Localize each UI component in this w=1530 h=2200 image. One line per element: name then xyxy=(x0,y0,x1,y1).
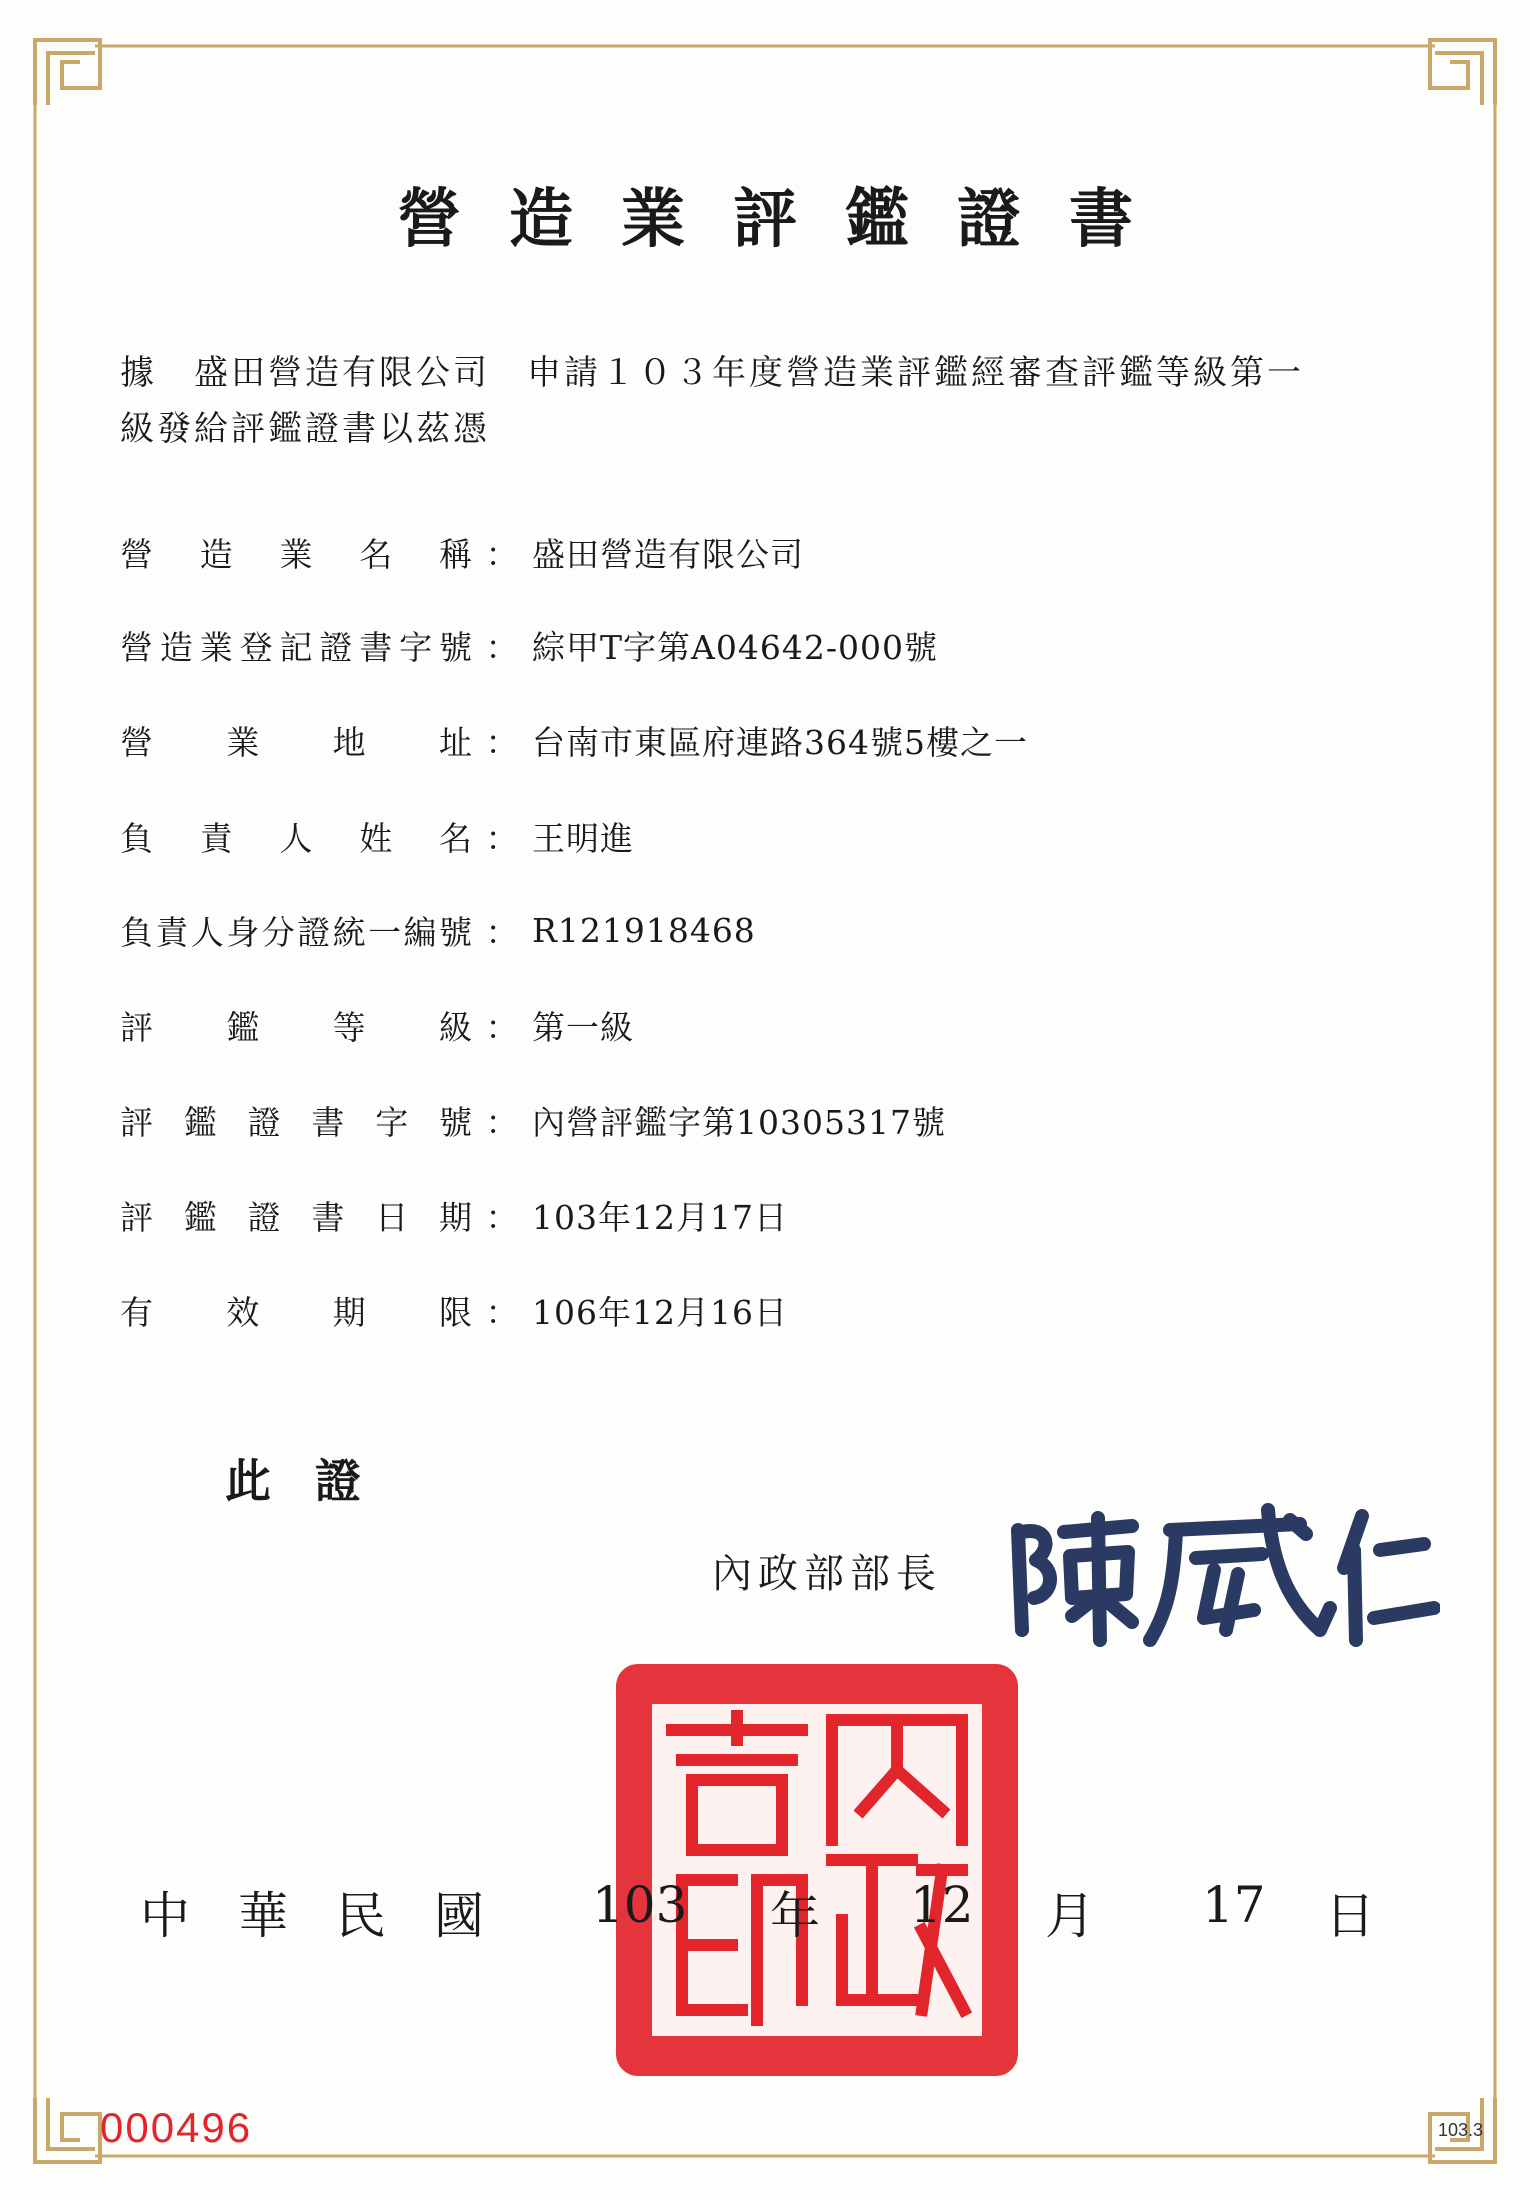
field-colon: ： xyxy=(485,1197,519,1237)
field-colon: ： xyxy=(485,534,519,574)
intro-line-1: 據 盛田營造有限公司 申請１０３年度營造業評鑑經審查評鑑等級第一 xyxy=(120,353,1304,393)
official-seal xyxy=(612,1660,1022,2080)
field-label: 評 鑑 等 級 xyxy=(120,1007,472,1047)
field-colon: ： xyxy=(485,627,519,667)
field-label: 負 責 人 姓 名 xyxy=(120,818,472,858)
field-responsible-person xyxy=(120,806,1420,866)
field-colon: ： xyxy=(485,818,519,858)
field-valid-until xyxy=(120,1280,1420,1340)
date-month: 12 xyxy=(910,1876,974,1934)
date-year: 103 xyxy=(592,1876,688,1934)
closing-text: 此證 xyxy=(225,1454,405,1508)
field-label: 營 業 地 址 xyxy=(120,722,472,762)
field-colon: ： xyxy=(485,912,519,952)
field-evaluation-grade xyxy=(120,995,1420,1055)
date-month-unit: 月 xyxy=(1045,1887,1095,1945)
field-certificate-number xyxy=(120,1090,1420,1150)
field-certificate-date xyxy=(120,1185,1420,1245)
form-number: 103.3 xyxy=(1438,2120,1484,2140)
date-era: 中華民國 xyxy=(140,1887,532,1945)
field-colon: ： xyxy=(485,1007,519,1047)
field-registration-number xyxy=(120,615,1420,675)
field-label: 評 鑑 證 書 日 期 xyxy=(120,1197,472,1237)
field-label: 營 造 業 名 稱 xyxy=(120,534,472,574)
intro-paragraph xyxy=(120,345,1420,457)
field-colon: ： xyxy=(485,1102,519,1142)
field-value: 綜甲T字第A04642-000號 xyxy=(532,627,938,667)
corner-ornament-bottom-left xyxy=(35,2098,100,2162)
field-label: 營 造 業 登 記 證 書 字 號 xyxy=(120,627,472,667)
date-day: 17 xyxy=(1202,1876,1266,1934)
issue-date xyxy=(140,1876,1390,1946)
corner-ornament-top-right xyxy=(1430,40,1495,105)
field-colon: ： xyxy=(485,1292,519,1332)
field-label: 負 責 人 身 分 證 統 一 編 號 xyxy=(120,912,472,952)
field-value: 106年12月16日 xyxy=(532,1292,788,1332)
date-year-unit: 年 xyxy=(770,1887,820,1945)
field-company-name xyxy=(120,522,1420,582)
field-value: 王明進 xyxy=(532,818,634,858)
minister-signature xyxy=(1000,1490,1440,1650)
field-value: 第一級 xyxy=(532,1007,634,1047)
field-value: 台南市東區府連路364號5樓之一 xyxy=(532,722,1028,762)
intro-line-2: 級發給評鑑證書以茲憑 xyxy=(120,409,490,449)
field-value: R121918468 xyxy=(532,910,756,950)
issuer-title: 內政部部長 xyxy=(712,1551,942,1597)
certificate-title: 營造業評鑑證書 xyxy=(397,182,1181,257)
field-label: 有 效 期 限 xyxy=(120,1292,472,1332)
field-business-address xyxy=(120,710,1420,770)
field-value: 盛田營造有限公司 xyxy=(532,534,804,574)
date-day-unit: 日 xyxy=(1325,1887,1375,1945)
field-colon: ： xyxy=(485,722,519,762)
corner-ornament-top-left xyxy=(35,40,100,105)
field-value: 103年12月17日 xyxy=(532,1197,788,1237)
field-label: 評 鑑 證 書 字 號 xyxy=(120,1102,472,1142)
serial-number: 000496 xyxy=(100,2104,253,2151)
field-value: 內營評鑑字第10305317號 xyxy=(532,1102,946,1142)
field-id-number xyxy=(120,900,1420,960)
